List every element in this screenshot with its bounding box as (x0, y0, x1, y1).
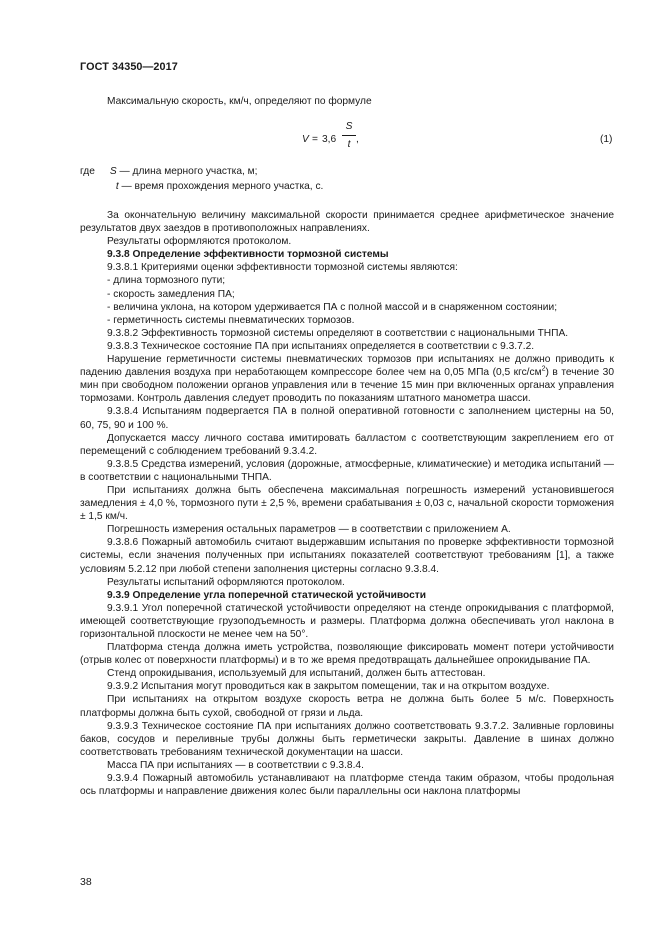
legend-row (80, 180, 323, 195)
paragraph: 9.3.9.1 Угол поперечной статической устойчивости определяют на стенде опрокидывания с платформой, имеющей соответствующие грузоподъемность и размеры. Платформа должна обеспечивать угол наклона в горизонтальной плоскости не менее чем на 50°. (80, 602, 614, 640)
section-heading: 9.3.9 Определение угла поперечной статической устойчивости (107, 589, 427, 601)
paragraph: 9.3.8.4 Испытаниям подвергается ПА в полной оперативной готовности с заполнением цистерны на 50, 60, 75, 90 и 100 %. (80, 406, 614, 431)
paragraph: 9.3.9.4 Пожарный автомобиль устанавливают на платформе стенда таким образом, чтобы продольная ось платформы и направление движения колес были параллельны оси наклона платформы (80, 773, 614, 798)
formula-coefficient: 3,6 (322, 134, 337, 145)
paragraph: 9.3.9.3 Техническое состояние ПА при испытаниях должно соответствовать 9.3.7.2. Заливные горловины баков, сосудов и переливные трубы должны быть герметически закрыты. Давление в шинах должно соответствовать требованиям технической документации на шасси. (80, 720, 614, 758)
list-item: - величина уклона, на котором удерживается ПА с полной массой и в снаряженном состоянии; (107, 301, 558, 313)
legend-where-word: где (80, 166, 95, 177)
legend-symbol: S (109, 166, 117, 177)
list-item: - герметичность системы пневматических тормозов. (107, 314, 355, 326)
formula-numerator: S (345, 121, 353, 132)
paragraph: При испытаниях должна быть обеспечена максимальная погрешность измерений установившегося замедления ± 4,0 %, тормозного пути ± 2,5 %, времени срабатывания ± 0,03 с, начальной скорости торможения ± 1,5 км/ч. (80, 484, 614, 523)
paragraph: Допускается массу личного состава имитировать балластом с соответствующим закреплением его от перемещений с соблюдением требований 9.3.4.2. (80, 432, 614, 457)
formula-denominator: t (347, 139, 351, 150)
paragraph: 9.3.8.2 Эффективность тормозной системы определяют в соответствии с национальными ТНПА. (107, 327, 569, 339)
speed-formula (302, 120, 582, 156)
paragraph: Платформа стенда должна иметь устройства, позволяющие фиксировать момент потери устойчивости (отрыв колес от поверхности платформы) и в то же время предотвращать дальнейшее опрокидывание ПА. (80, 642, 614, 667)
paragraph: 9.3.9.2 Испытания могут проводиться как в закрытом помещении, так и на открытом воздухе. (107, 681, 550, 693)
legend-text: — длина мерного участка, м; (119, 166, 258, 177)
paragraph: 9.3.8.1 Критериями оценки эффективности тормозной системы являются: (107, 262, 458, 274)
paragraph: Масса ПА при испытаниях — в соответствии с 9.3.8.4. (107, 759, 364, 771)
paragraph: Нарушение герметичности системы пневматических тормозов при испытаниях не должно приводить к падению давления воздуха при неработающем компрессоре более чем на 0,05 МПа (0,5 кгс/$см^2$) в течение 30 мин при свободном положении органов управления или в течение 15 мин при включенных органах управления тормозами. Контроль давления следует проводить по показаниям штатного манометра шасси. (80, 354, 614, 405)
paragraph: 9.3.8.3 Техническое состояние ПА при испытаниях определяется в соответствии с 9.3.7.2. (107, 340, 535, 352)
formula-comma: , (356, 134, 359, 145)
page-number: 38 (80, 876, 92, 888)
list-item: - скорость замедления ПА; (107, 288, 235, 300)
document-body (80, 209, 614, 798)
formula-intro: Максимальную скорость, км/ч, определяют по формуле (107, 96, 372, 107)
formula-lhs: V (302, 134, 309, 145)
paragraph: Стенд опрокидывания, используемый для испытаний, должен быть аттестован. (107, 668, 486, 680)
document-header: ГОСТ 34350—2017 (80, 61, 178, 73)
paragraph: За окончательную величину максимальной скорости принимается среднее арифметическое значение результатов двух заездов в противоположных направлениях. (80, 210, 614, 235)
paragraph: 9.3.8.6 Пожарный автомобиль считают выдержавшим испытания по проверке эффективности тормозной системы, если значения полученных при испытаниях показателей соответствуют требованиям [1], а также условиям 5.2.12 при любой степени заполнения цистерны согласно 9.3.8.4. (80, 537, 614, 575)
legend-text: — время прохождения мерного участка, с. (121, 181, 324, 192)
paragraph: Результаты оформляются протоколом. (107, 236, 292, 248)
section-heading: 9.3.8 Определение эффективности тормозной системы (107, 249, 389, 261)
formula-legend (80, 165, 323, 195)
legend-row (80, 165, 323, 180)
list-item: - длина тормозного пути; (107, 275, 226, 287)
legend-symbol: t (115, 181, 119, 192)
formula-number: (1) (600, 134, 613, 145)
superscript: 2 (541, 365, 546, 373)
formula-equals: = (312, 134, 318, 145)
paragraph: Погрешность измерения остальных параметров — в соответствии с приложением А. (107, 524, 511, 536)
paragraph: Результаты испытаний оформляются протоколом. (107, 576, 345, 588)
fraction-bar (342, 135, 356, 136)
paragraph: 9.3.8.5 Средства измерений, условия (дорожные, атмосферные, климатические) и методика испытаний — в соответствии с национальными ТНПА. (80, 458, 614, 483)
paragraph: При испытаниях на открытом воздухе скорость ветра не должна быть более 5 м/с. Поверхность платформы должна быть сухой, свободной от грязи и льда. (80, 694, 614, 719)
